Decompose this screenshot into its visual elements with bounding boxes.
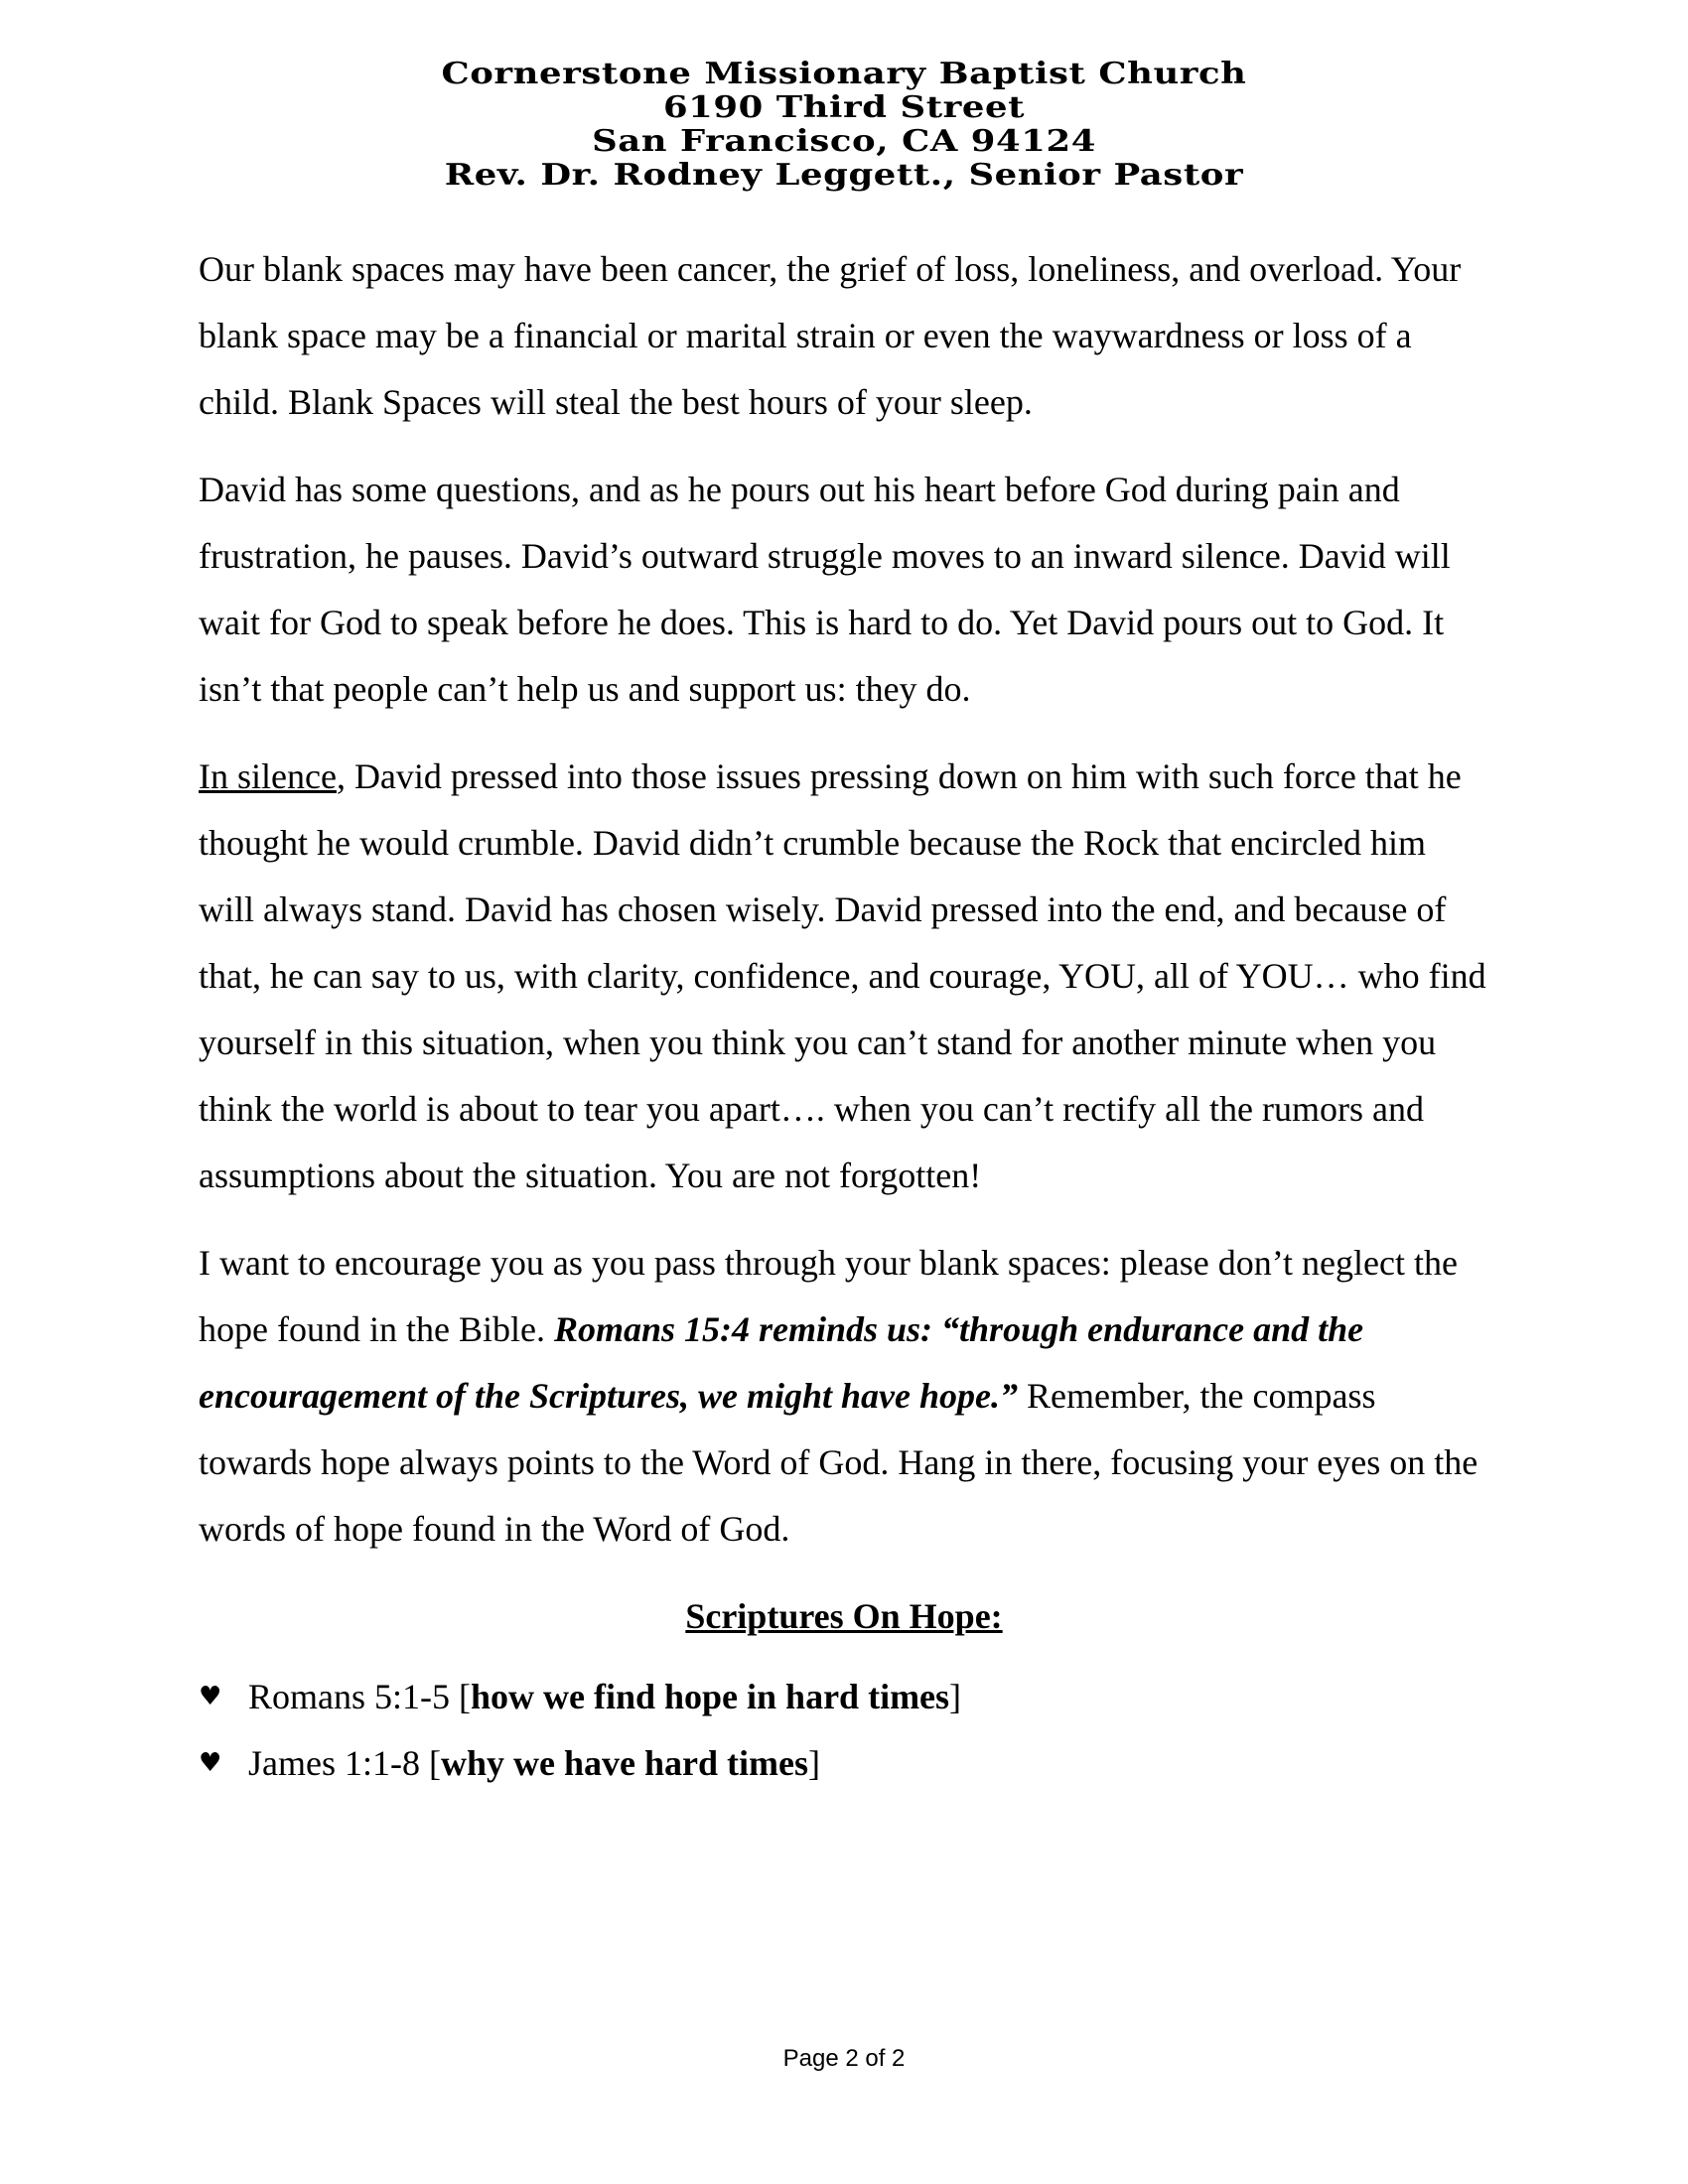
scripture-entry	[248, 1730, 820, 1797]
scripture-desc: how we find hope in hard times	[470, 1677, 950, 1716]
page-number: Page 2 of 2	[782, 2045, 906, 2072]
scriptures-list	[199, 1664, 1489, 1797]
paragraph-in-silence	[199, 744, 1489, 1209]
scripture-entry	[248, 1664, 961, 1730]
church-name: Cornerstone Missionary Baptist Church	[441, 57, 1247, 91]
paragraph-blank-spaces: Our blank spaces may have been cancer, the grief of loss, loneliness, and overload. Your blank space may be a financial or marital strain or even the waywardness or loss of a child. Blank Spaces will steal the best hours of your sleep.	[199, 249, 1462, 422]
list-item	[199, 1730, 1489, 1797]
scripture-ref: James 1:1-8 [	[248, 1743, 441, 1783]
in-silence-underlined: In silence	[199, 756, 337, 796]
scripture-close: ]	[807, 1743, 820, 1783]
church-city-state-zip: San Francisco, CA 94124	[592, 124, 1096, 159]
romans-quote: Romans 15:4 reminds us: “through endurance and the encouragement of the Scriptures, we might have hope.”	[199, 1309, 1364, 1416]
scriptures-heading: Scriptures On Hope:	[685, 1596, 1003, 1636]
heart-bullet-icon: ♥	[199, 1748, 222, 1778]
scripture-close: ]	[949, 1677, 962, 1716]
encourage-end: Remember, the compass towards hope always points to the Word of God. Hang in there, focusing your eyes on the words of hope found in the Word of God.	[199, 1376, 1478, 1549]
church-street-address: 6190 Third Street	[662, 90, 1026, 125]
list-item	[199, 1664, 1489, 1730]
scripture-ref: Romans 5:1-5 [	[248, 1677, 471, 1716]
in-silence-rest: , David pressed into those issues pressing down on him with such force that he thought he would crumble. David didn’t crumble because the Rock that encircled him will always stand. David has chosen wisely. David pressed into the end, and because of that, he can say to us, with clarity, confidence, and courage, YOU, all of YOU… who find yourself in this situation, when you think you can’t stand for another minute when you think the world is about to tear you apart…. when you can’t rectify all the rumors and assumptions about the situation. You are not forgotten!	[199, 756, 1486, 1195]
encourage-start: I want to encourage you as you pass through your blank spaces: please don’t neglect the hope found in the Bible.	[199, 1243, 1458, 1349]
document-body	[199, 236, 1489, 1797]
church-letterhead	[0, 58, 1688, 193]
scripture-desc: why we have hard times	[440, 1743, 808, 1783]
paragraph-encourage	[199, 1230, 1489, 1563]
heart-bullet-icon: ♥	[199, 1682, 222, 1711]
paragraph-david-questions: David has some questions, and as he pours out his heart before God during pain and frustration, he pauses. David’s outward struggle moves to an inward silence. David will wait for God to speak before he does. This is hard to do. Yet David pours out to God. It isn’t that people can’t help us and support us: they do.	[199, 470, 1451, 709]
senior-pastor-name: Rev. Dr. Rodney Leggett., Senior Pastor	[444, 158, 1244, 193]
